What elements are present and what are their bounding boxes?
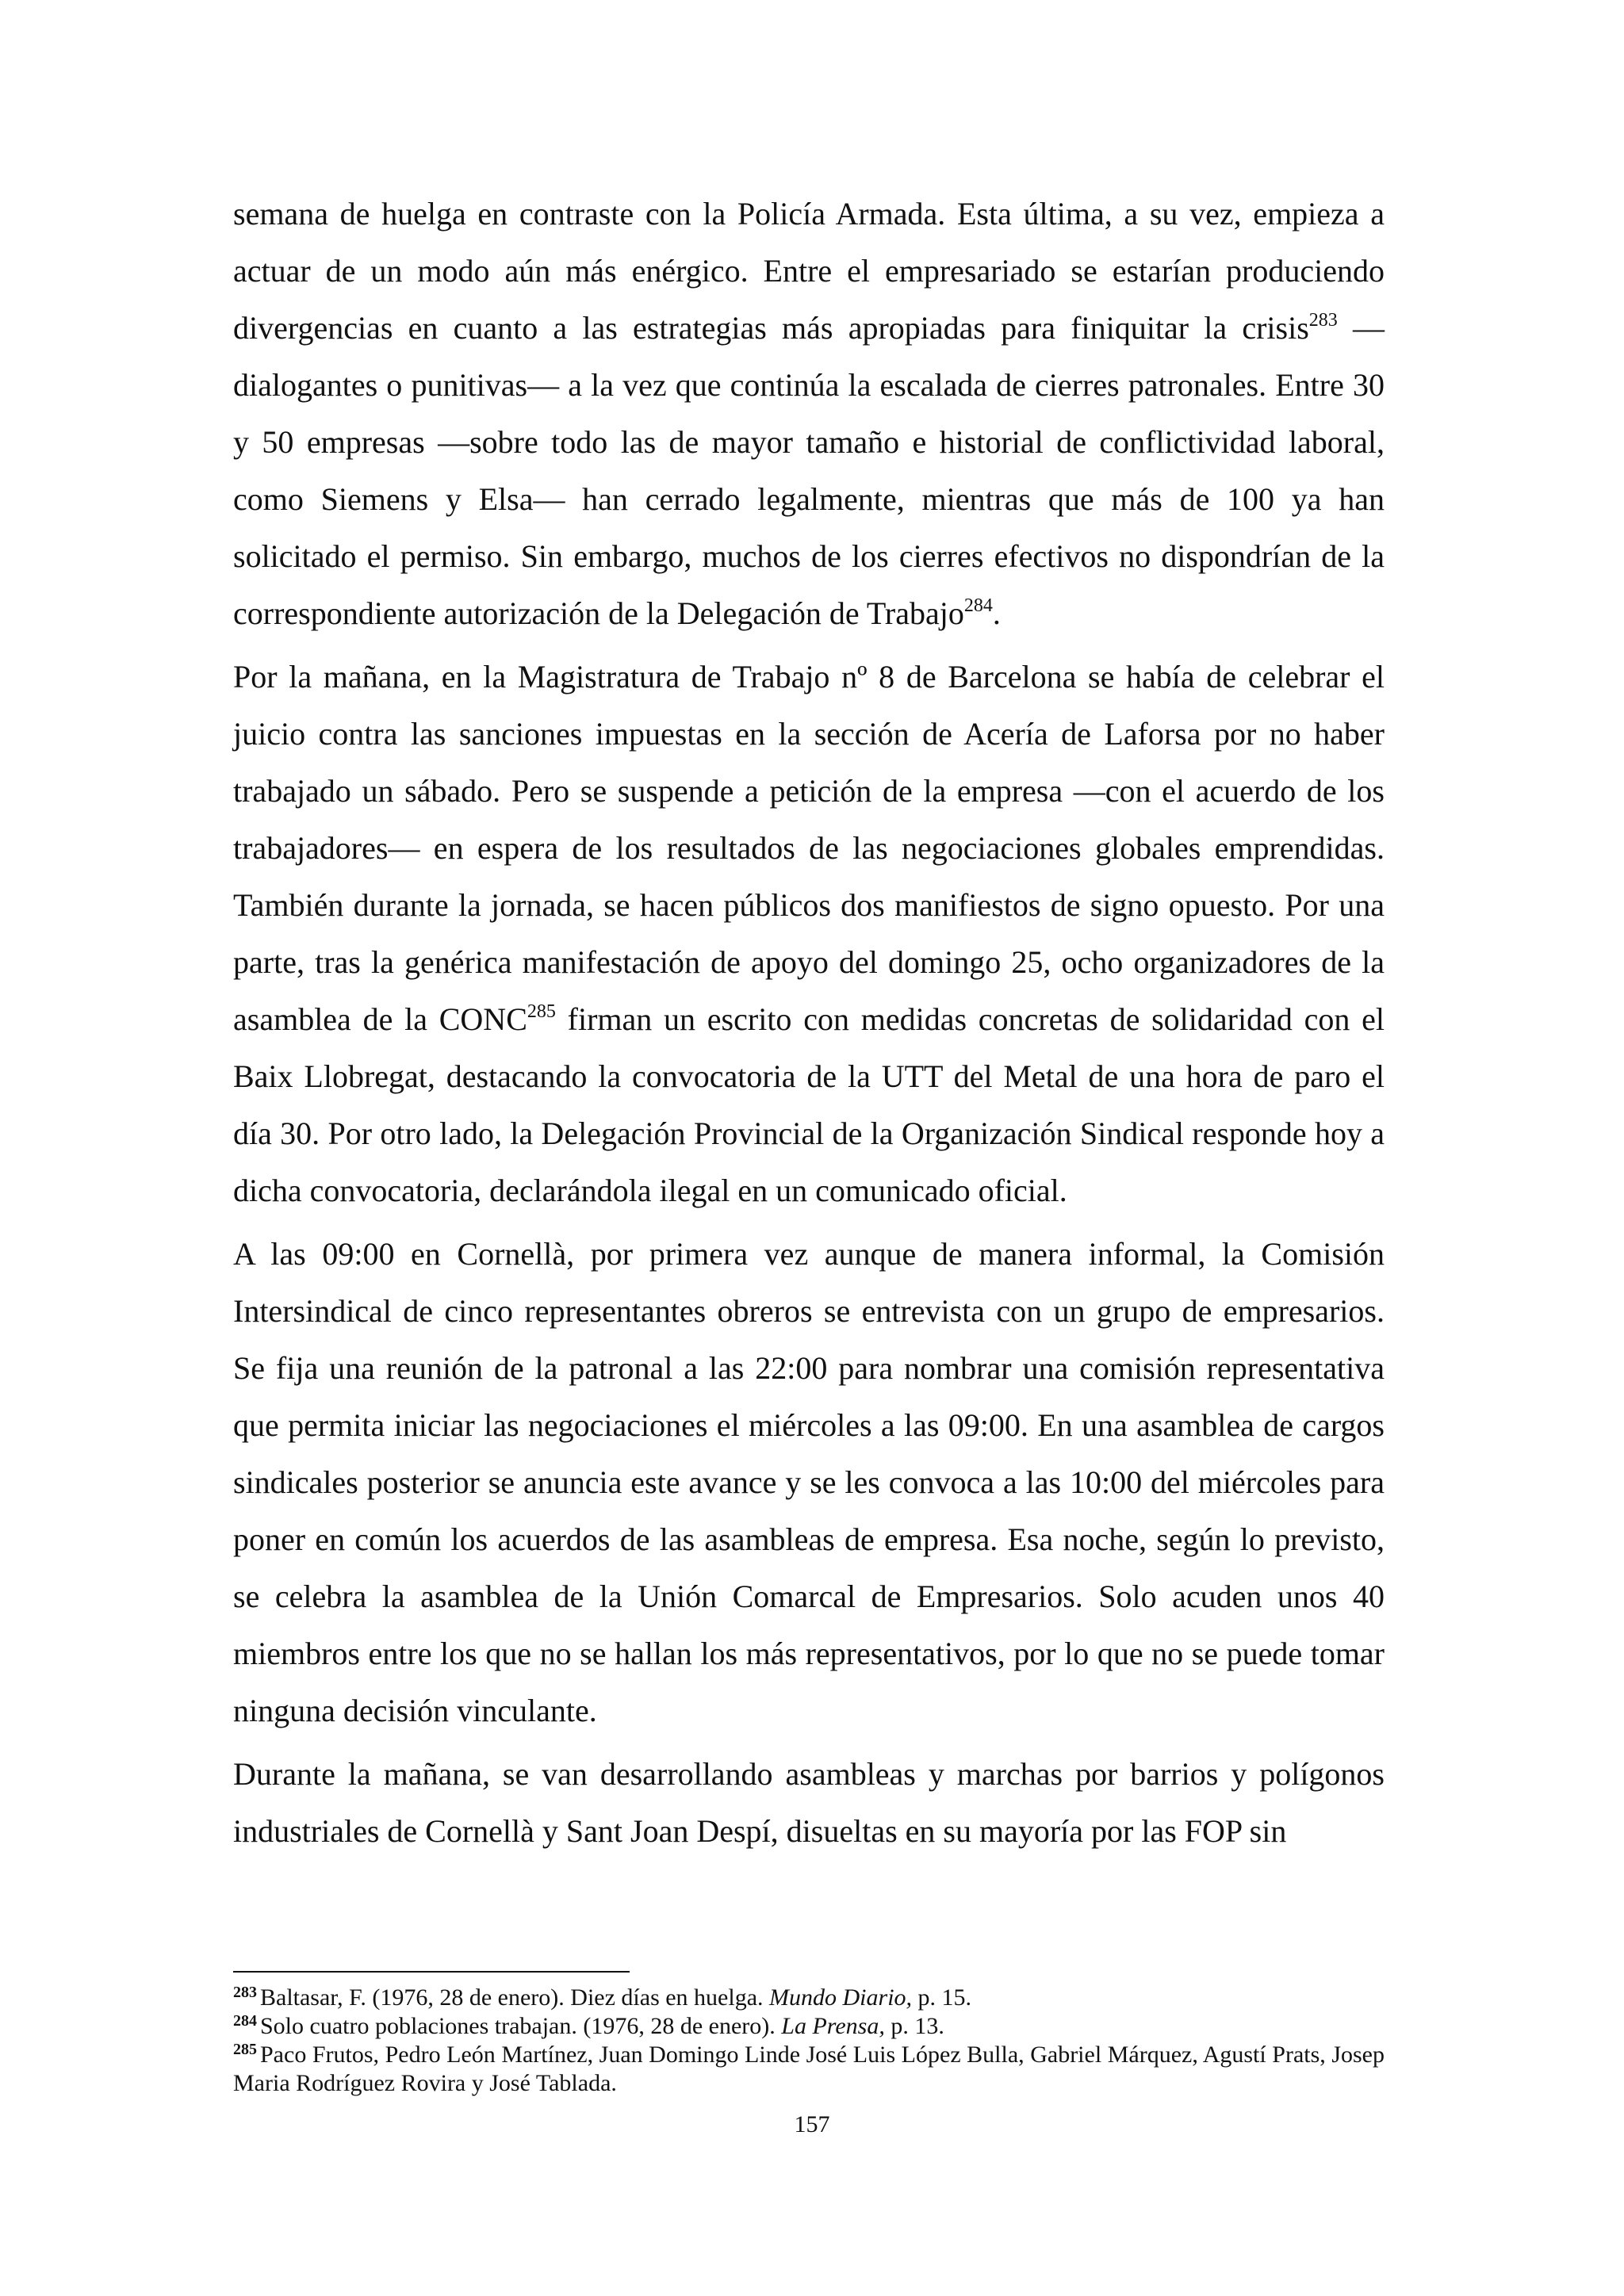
paragraph-2-text-a: Por la mañana, en la Magistratura de Trabajo nº 8 de Barcelona se había de celebrar el juicio contra las sanciones impuestas en la sección de Acería de Laforsa por no haber trabajado un sábado. Pero se suspende a petición de la empresa —con el acuerdo de los trabajadores— en espera de los resultados de las negociaciones globales emprendidas. También durante la jornada, se hacen públicos dos manifiestos de signo opuesto. Por una parte, tras la genérica manifestación de apoyo del domingo 25, ocho organizadores de la asamblea de la CONC xyxy=(233,659,1385,1037)
footnote-text-end: p. 15. xyxy=(912,1984,972,2011)
footnote-number: 284 xyxy=(233,2012,257,2030)
paragraph-1-text-a: semana de huelga en contraste con la Policía Armada. Esta última, a su vez, empieza a actuar de un modo aún más enérgico. Entre el empresariado se estarían produciendo divergencias en cuanto a las estrategias más apropiadas para finiquitar la crisis xyxy=(233,196,1385,346)
footnote-source-title: Mundo Diario, xyxy=(769,1984,913,2011)
paragraph-2-text-b: firman un escrito con medidas concretas de solidaridad con el Baix Llobregat, destacando la convocatoria de la UTT del Metal de una hora de paro el día 30. Por otro lado, la Delegación Provincial de la Organización Sindical responde hoy a dicha convocatoria, declarándola ilegal en un comunicado oficial. xyxy=(233,1001,1385,1208)
footnote-text: Paco Frutos, Pedro León Martínez, Juan Domingo Linde José Luis López Bulla, Gabriel Márquez, Agustí Prats, Josep Maria Rodríguez Rovira y José Tablada. xyxy=(233,2042,1385,2096)
paragraph-3: A las 09:00 en Cornellà, por primera vez aunque de manera informal, la Comisión Intersindical de cinco representantes obreros se entrevista con un grupo de empresarios. Se fija una reunión de la patronal a las 22:00 para nombrar una comisión representativa que permita iniciar las negociaciones el miércoles a las 09:00. En una asamblea de cargos sindicales posterior se anuncia este avance y se les convoca a las 10:00 del miércoles para poner en común los acuerdos de las asambleas de empresa. Esa noche, según lo previsto, se celebra la asamblea de la Unión Comarcal de Empresarios. Solo acuden unos 40 miembros entre los que no se hallan los más representativos, por lo que no se puede tomar ninguna decisión vinculante. xyxy=(233,1236,1385,1728)
body-text xyxy=(233,186,1385,1866)
footnote-source-title: La Prensa, xyxy=(781,2013,885,2039)
footnote-text: Solo cuatro poblaciones trabajan. (1976, 28 de enero). xyxy=(260,2013,782,2039)
footnote-text-end: p. 13. xyxy=(884,2013,944,2039)
paragraph-1-text-b: —dialogantes o punitivas— a la vez que continúa la escalada de cierres patronales. Entre 30 y 50 empresas —sobre todo las de mayor tamaño e historial de conflictividad laboral, como Siemens y Elsa— han cerrado legalmente, mientras que más de 100 ya han solicitado el permiso. Sin embargo, muchos de los cierres efectivos no dispondrían de la correspondiente autorización de la Delegación de Trabajo xyxy=(233,310,1385,631)
footnote-number: 285 xyxy=(233,2041,257,2058)
footnote-285 xyxy=(233,2041,1385,2098)
footnote-283 xyxy=(233,1984,1385,2012)
footnote-number: 283 xyxy=(233,1984,257,2001)
footnote-ref-285[interactable]: 285 xyxy=(527,1001,556,1022)
paragraph-4: Durante la mañana, se van desarrollando asambleas y marchas por barrios y polígonos industriales de Cornellà y Sant Joan Despí, disueltas en su mayoría por las FOP sin xyxy=(233,1756,1385,1849)
page-number: 157 xyxy=(794,2111,830,2137)
footnote-ref-283[interactable]: 283 xyxy=(1308,310,1338,331)
footnote-text: Baltasar, F. (1976, 28 de enero). Diez días en huelga. xyxy=(260,1984,770,2011)
footnote-ref-284[interactable]: 284 xyxy=(963,595,993,616)
footnotes xyxy=(233,1984,1385,2098)
footnote-284 xyxy=(233,2012,1385,2041)
paragraph-2 xyxy=(233,649,1385,1219)
paragraph-1 xyxy=(233,186,1385,642)
footnote-separator xyxy=(233,1971,630,1973)
paragraph-1-text-c: . xyxy=(992,595,1001,631)
